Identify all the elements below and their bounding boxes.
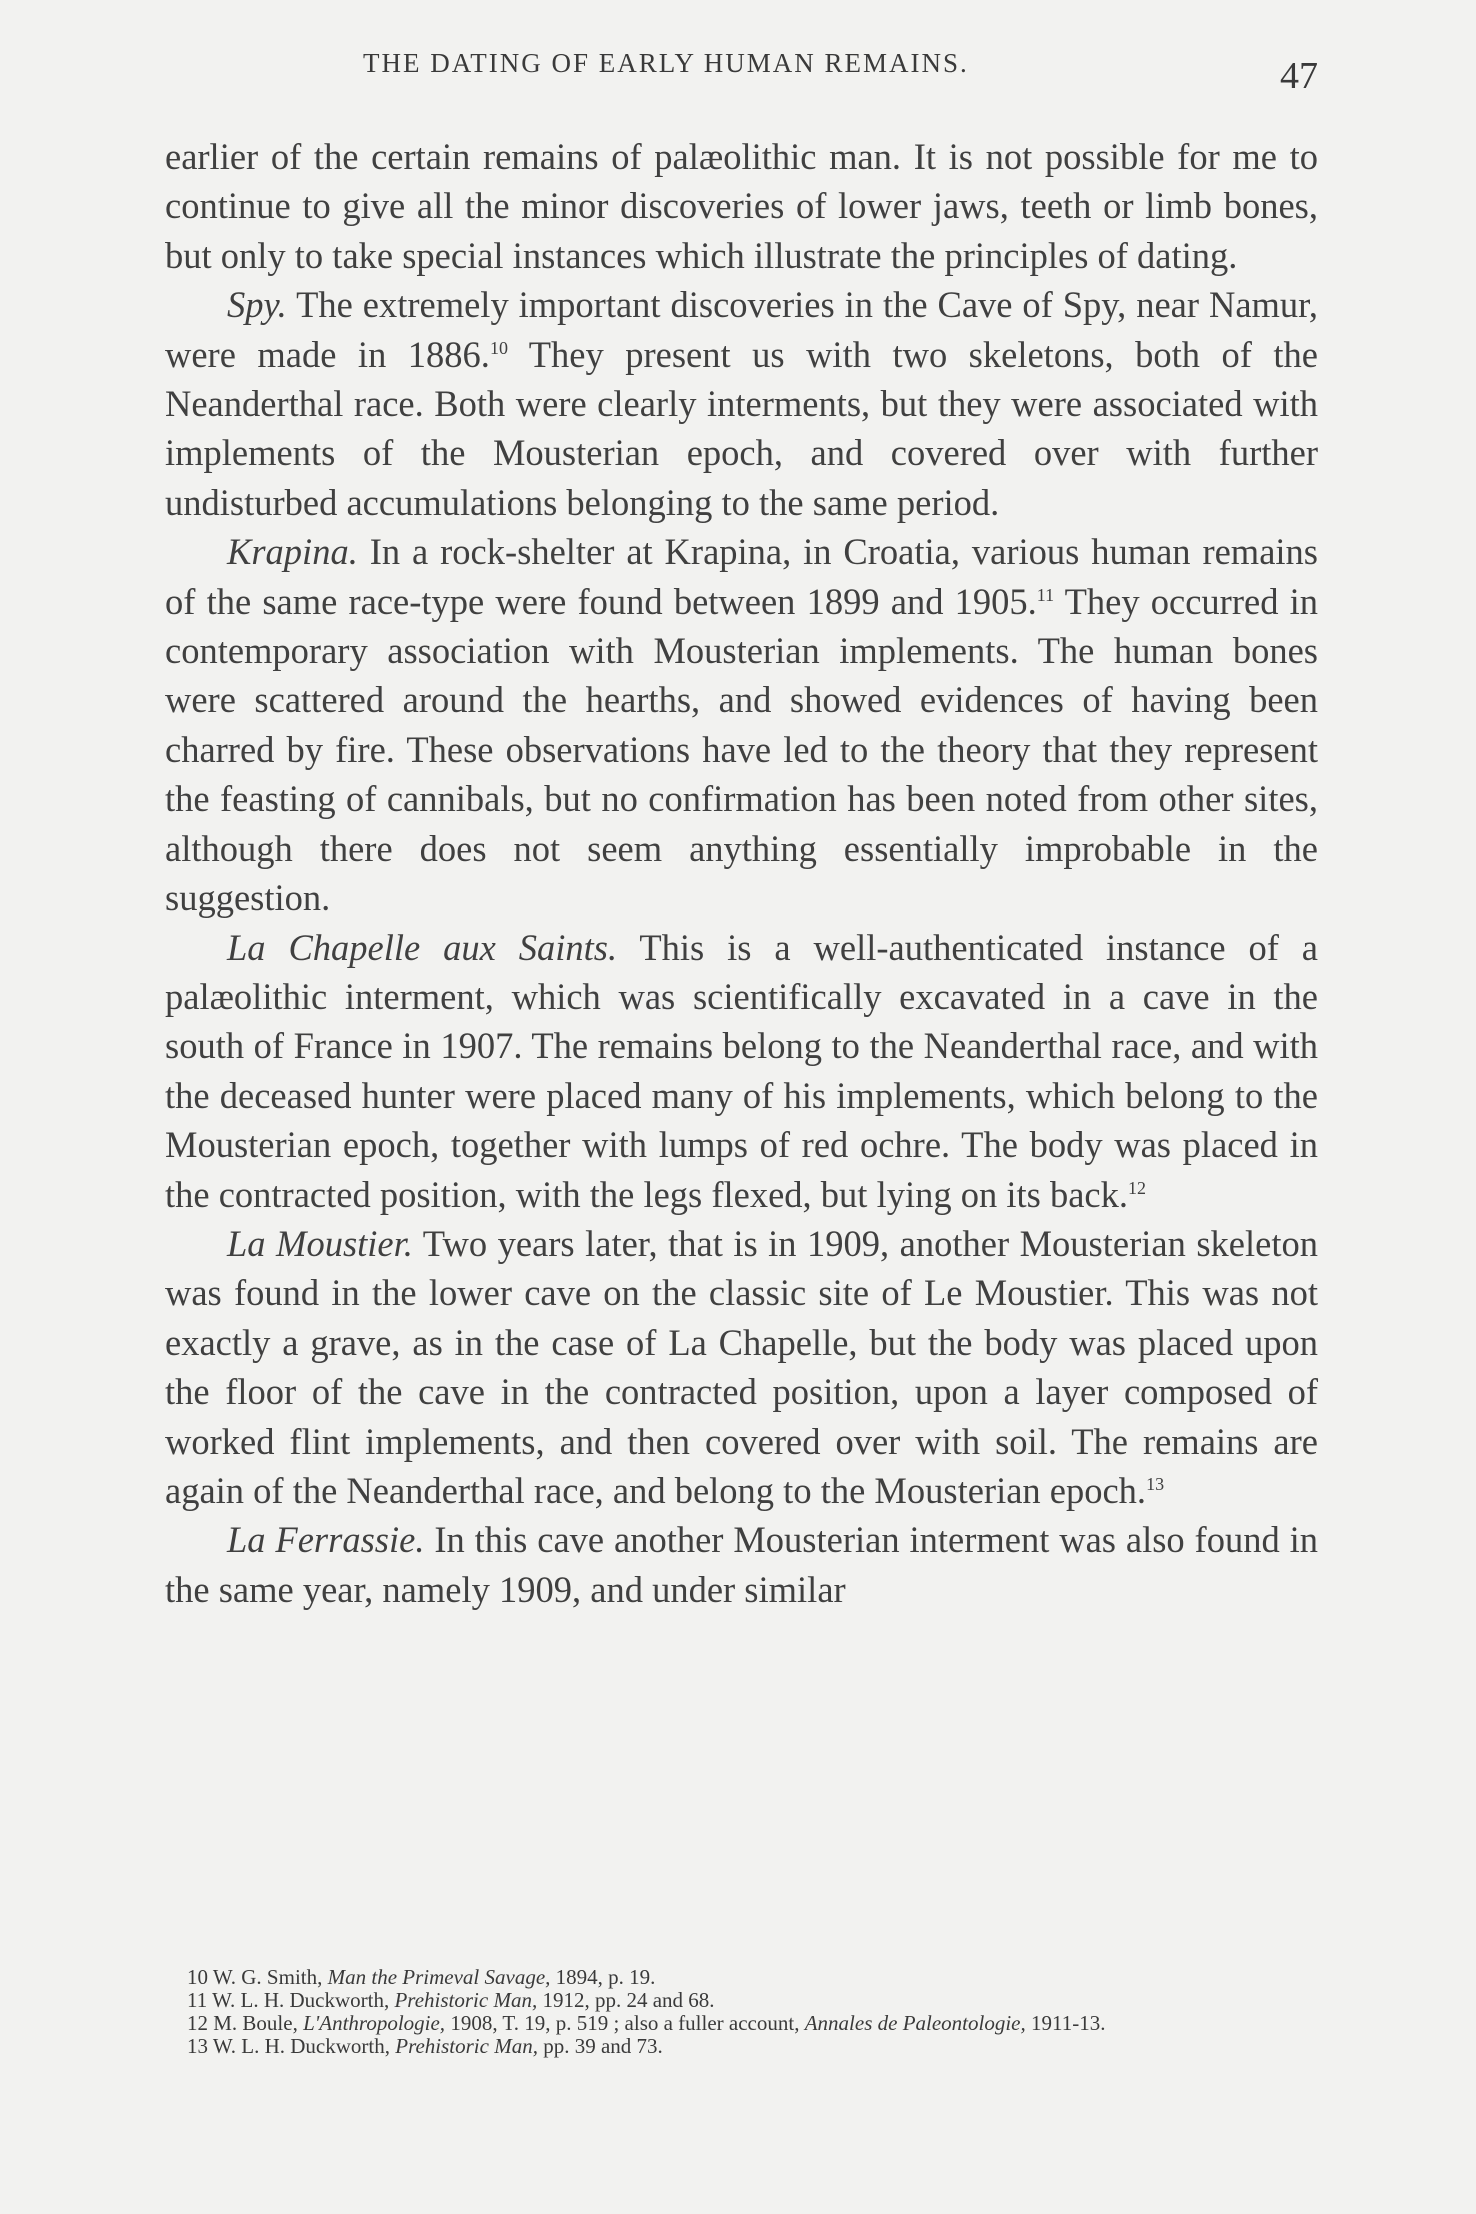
- footnote-author: W. L. H. Duckworth,: [212, 2034, 390, 2058]
- paragraph-text: This is a well-authenticated instance of a palæolithic interment, which was scientifically excavated in a cave in the south of France in 1907. The remains belong to the Neanderthal race, and with the deceased hunter were placed many of his implements, which belong to the Mousterian epoch, together with lumps of red ochre. The body was placed in the contracted position, with the legs flexed, but lying on its back.: [165, 926, 1318, 1215]
- paragraph-intro: [165, 132, 1318, 280]
- footnote: [165, 1989, 1318, 2012]
- footnote-ref[interactable]: 11: [1036, 584, 1055, 605]
- paragraph-text: They occurred in contemporary association with Mousterian implements. The human bones were scattered around the hearths, and showed evidences of having been charred by fire. These observations have led to the theory that they represent the feasting of cannibals, but no confirmation has been noted from other sites, although there does not seem anything essentially improbable in the suggestion.: [165, 580, 1319, 919]
- paragraph-lead: Spy.: [227, 284, 287, 326]
- footnote: [165, 2012, 1318, 2035]
- page-number: 47: [1280, 55, 1318, 97]
- paragraph-moustier: [165, 1219, 1318, 1515]
- footnote-number: 12: [187, 2011, 208, 2035]
- footnote-title: Man the Primeval Savage,: [327, 1965, 551, 1989]
- footnote-rest: 1908, T. 19, p. 519 ; also a fuller account,: [450, 2011, 800, 2035]
- footnote-title: L'Anthropologie,: [303, 2011, 446, 2035]
- paragraph-lead: Krapina.: [227, 531, 358, 573]
- paragraph-lead: La Chapelle aux Saints.: [227, 926, 618, 968]
- paragraph-text: They present us with two skeletons, both of the Neanderthal race. Both were clearly interments, but they were associated with implements of the Mousterian epoch, and covered over with further undisturbed accumulations belonging to the same period.: [165, 333, 1318, 523]
- body-text: [165, 132, 1318, 1614]
- footnote-ref[interactable]: 12: [1128, 1177, 1146, 1198]
- paragraph-text: earlier of the certain remains of palæolithic man. It is not possible for me to continue to give all the minor discoveries of lower jaws, teeth or limb bones, but only to take special instances which illustrate the principles of dating.: [165, 136, 1318, 276]
- footnote-rest: 1911-13.: [1031, 2011, 1106, 2035]
- footnote-number: 13: [187, 2034, 208, 2058]
- paragraph-text: The extremely important discoveries in the Cave of Spy, near Namur, were made in 1886.: [165, 284, 1318, 375]
- paragraph-text: In this cave another Mousterian interment was also found in the same year, namely 1909, and under similar: [165, 1519, 1318, 1610]
- footnote-author: M. Boule,: [213, 2011, 298, 2035]
- paragraph-ferrassie: [165, 1515, 1318, 1614]
- paragraph-lead: La Ferrassie.: [227, 1519, 425, 1561]
- paragraph-chapelle: [165, 923, 1318, 1219]
- paragraph-text: Two years later, that is in 1909, another Mousterian skeleton was found in the lower cave on the classic site of Le Moustier. This was not exactly a grave, as in the case of La Chapelle, but the body was placed upon the floor of the cave in the contracted position, upon a layer composed of worked flint implements, and then covered over with soil. The remains are again of the Neanderthal race, and belong to the Mousterian epoch.: [165, 1222, 1318, 1511]
- footnote-author: W. L. H. Duckworth,: [212, 1988, 390, 2012]
- footnote-number: 11: [187, 1988, 208, 2012]
- footnote-title: Prehistoric Man,: [395, 2034, 538, 2058]
- footnote-title: Prehistoric Man,: [394, 1988, 538, 2012]
- footnote: [165, 2035, 1318, 2058]
- footnote-number: 10: [187, 1965, 208, 1989]
- footnote-rest: 1894, p. 19.: [555, 1965, 656, 1989]
- footnote-ref[interactable]: 13: [1146, 1473, 1165, 1494]
- footnote: [165, 1966, 1318, 1989]
- paragraph-text: In a rock-shelter at Krapina, in Croatia, various human remains of the same race-type were found between 1899 and 1905.: [165, 531, 1318, 622]
- footnote-rest: pp. 39 and 73.: [543, 2034, 663, 2058]
- footnote-ref[interactable]: 10: [489, 337, 508, 358]
- paragraph-krapina: [165, 527, 1318, 922]
- footnote-author: W. G. Smith,: [212, 1965, 323, 1989]
- paragraph-spy: [165, 280, 1318, 527]
- paragraph-lead: La Moustier.: [227, 1222, 413, 1264]
- footnote-title: Annales de Paleontologie,: [804, 2011, 1026, 2035]
- footnotes: [165, 1966, 1318, 2058]
- footnote-rest: 1912, pp. 24 and 68.: [542, 1988, 715, 2012]
- running-head: THE DATING OF EARLY HUMAN REMAINS.: [363, 48, 969, 78]
